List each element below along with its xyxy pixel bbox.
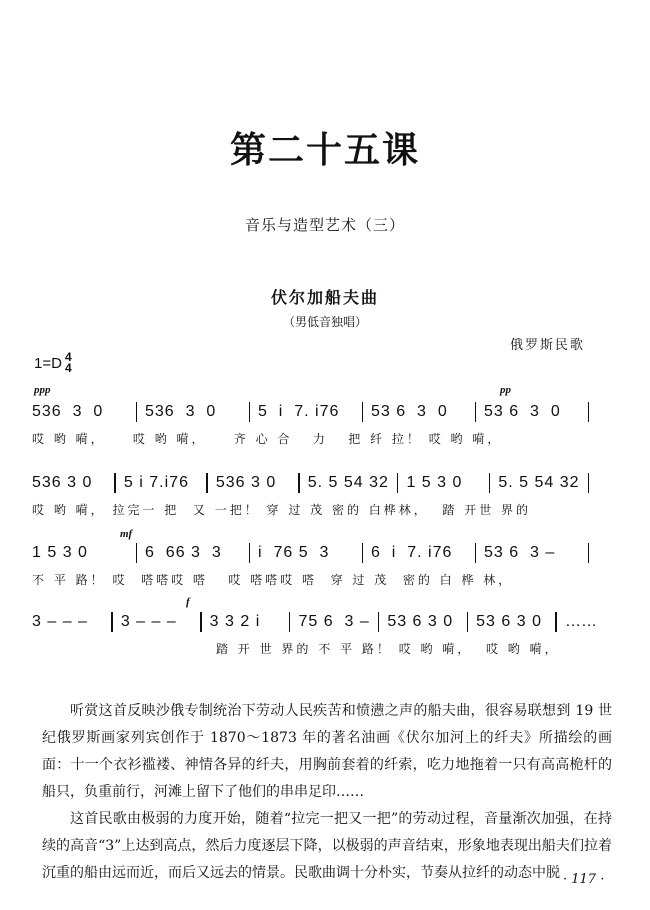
measure: 5. 5 54 32 [307, 474, 389, 491]
measure: 536 3 0 [145, 403, 217, 420]
page-number: · 117 · [563, 872, 605, 887]
measure: 536 3 0 [215, 474, 277, 491]
measure: 75 6 3 – [298, 613, 370, 630]
measure: 53 6 3 0 [484, 403, 561, 420]
measure: i 76 5 3 [258, 544, 330, 561]
voice-type: （男低音独唱） [282, 315, 367, 329]
measure: 5. 5 54 32 [498, 474, 580, 491]
bar-line [475, 402, 477, 422]
bar-line [475, 543, 477, 563]
measure: 6 66 3 3 [145, 544, 222, 561]
measure: 3 – – – [120, 613, 177, 630]
measure: 5 i 7. i76 [258, 403, 340, 420]
measure: 1 5 3 0 [406, 474, 463, 491]
dynamic-pp: pp [500, 384, 511, 396]
measure: 53 6 3 0 [476, 613, 542, 630]
bar-line [200, 612, 202, 632]
bar-line [555, 612, 557, 632]
bar-line [588, 543, 590, 563]
song-title: 伏尔加船夫曲 [270, 288, 379, 307]
bar-line [467, 612, 469, 632]
bar-line [378, 612, 380, 632]
measure: 53 6 3 0 [371, 403, 448, 420]
bar-line [249, 402, 251, 422]
key-signature [34, 352, 72, 374]
bar-line [362, 402, 364, 422]
dynamic-f: f [186, 596, 190, 608]
bar-line [136, 402, 138, 422]
paragraph: 这首民歌由极弱的力度开始，随着“拉完一把又一把”的劳动过程，音量渐次加强，在持续的高音“3”上达到高点，然后力度逐层下降，以极弱的声音结束，形象地表现出船夫们拉着沉重的船由远而近，而后又远去的情景。民歌曲调十分朴实，节奏从拉纤的动态中脱 [42, 811, 612, 881]
notation-row [32, 472, 597, 494]
bar-line [136, 543, 138, 563]
bar-line [588, 402, 590, 422]
bar-line [111, 612, 113, 632]
time-signature [65, 352, 72, 374]
lyrics-line: 不 平 路！ 哎 嗒嗒哎 嗒 哎 嗒嗒哎 嗒 穿 过 茂 密的 白 桦 林， [32, 573, 514, 587]
measure: 1 5 3 0 [32, 544, 88, 561]
bar-line [298, 473, 300, 493]
bar-line [289, 612, 291, 632]
measure: 3 3 2 i [209, 613, 261, 630]
measure: 6 i 7. i76 [371, 544, 453, 561]
bar-line [362, 543, 364, 563]
dynamic-mf: mf [120, 528, 133, 540]
bar-line [397, 473, 399, 493]
continuation-dots: …… [564, 613, 597, 630]
lyrics-line: 踏 开 世 界的 不 平 路！ 哎 哟 嗬， 哎 哟 嗬， [32, 642, 560, 656]
notation-row [32, 611, 597, 633]
measure: 536 3 0 [32, 403, 104, 420]
lyrics-line: 哎 哟 嗬， 拉完一 把 又 一把！ 穿 过 茂 密的 白桦林， 踏 开世 界的 [32, 503, 532, 517]
time-top: 4 [64, 350, 72, 364]
bar-line [588, 473, 590, 493]
paragraph: 听赏这首反映沙俄专制统治下劳动人民疾苦和愤懑之声的船夫曲，很容易联想到 19 世纪俄罗斯画家列宾创作于 1870～1873 年的著名油画《伏尔加河上的纤夫》所描绘的画面：十一个衣衫褴褛、神情各异的纤夫，用胸前套着的纤索，吃力地拖着一只有高高桅杆的船只，负重前行，河滩上留下了他们的串串足印…… [42, 703, 612, 800]
bar-line [114, 473, 116, 493]
notation-row [32, 401, 597, 423]
measure: 53 6 3 – [484, 544, 556, 561]
measure: 536 3 0 [32, 474, 93, 491]
notation-row [32, 542, 597, 564]
bar-line [249, 543, 251, 563]
bar-line [206, 473, 208, 493]
lyrics-line: 哎 哟 嗬， 哎 哟 嗬， 齐 心 合 力 把 纤 拉！ 哎 哟 嗬， [32, 432, 503, 446]
time-bottom: 4 [64, 361, 72, 375]
song-origin: 俄罗斯民歌 [510, 338, 586, 353]
measure: 5 i 7.i76 [123, 474, 189, 491]
bar-line [489, 473, 491, 493]
dynamic-ppp: ppp [34, 384, 51, 396]
lesson-title: 第二十五课 [229, 129, 420, 171]
key-label: 1=D [34, 354, 62, 372]
measure: 53 6 3 0 [387, 613, 454, 630]
measure: 3 – – – [32, 613, 88, 630]
lesson-subtitle: 音乐与造型艺术（三） [244, 216, 405, 234]
